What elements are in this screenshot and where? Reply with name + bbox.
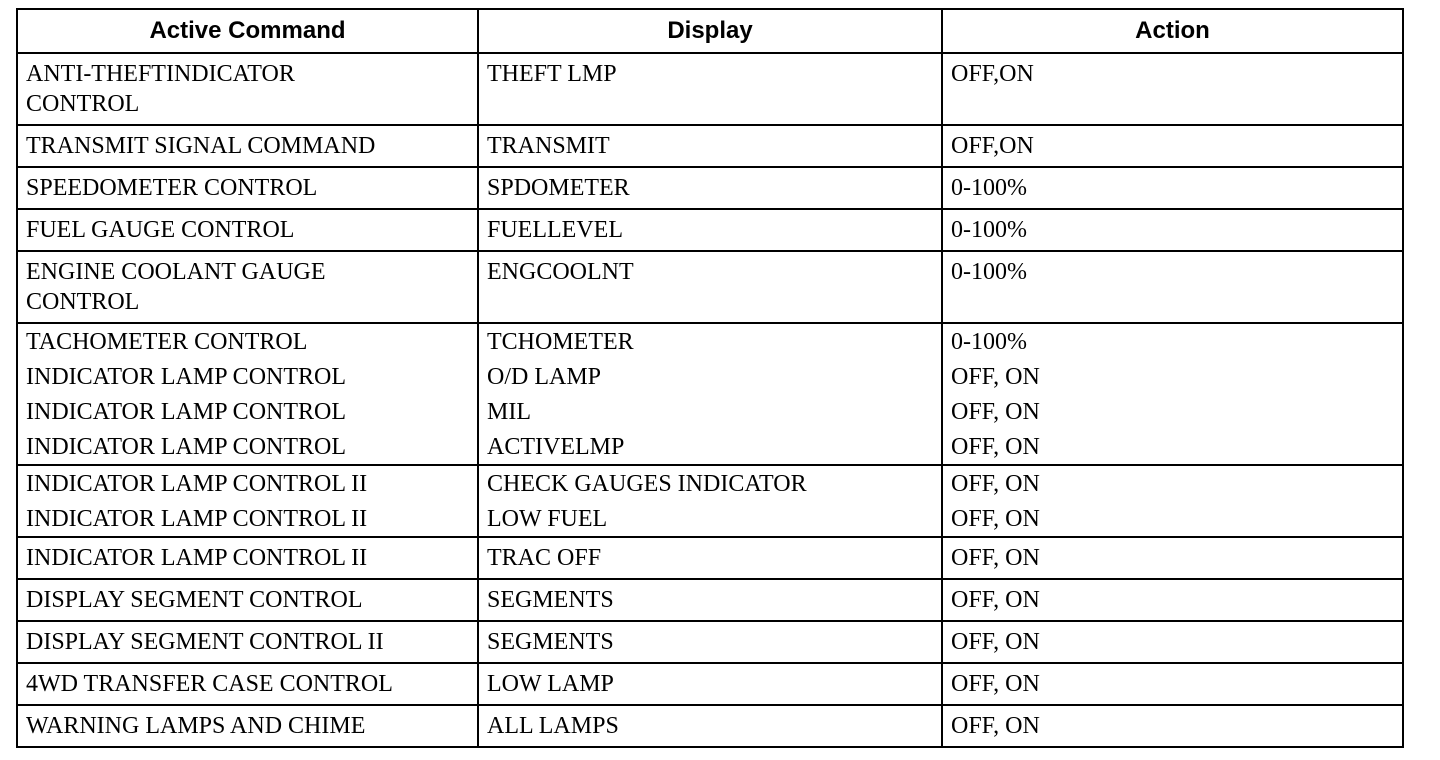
table-row (17, 125, 1403, 167)
cell-active-command (17, 251, 478, 323)
table-row (17, 323, 1403, 359)
cell-active-command-text: INDICATOR LAMP CONTROL (26, 434, 347, 460)
cell-action (942, 429, 1403, 465)
cell-display (478, 663, 942, 705)
header-row (17, 9, 1403, 53)
header-action: Action (942, 9, 1403, 53)
table-row (17, 501, 1403, 537)
cell-display (478, 465, 942, 501)
cell-action (942, 125, 1403, 167)
cell-display-text: SPDOMETER (487, 175, 630, 201)
cell-action (942, 394, 1403, 429)
table-row (17, 251, 1403, 323)
cell-active-command-text: TACHOMETER CONTROL (26, 329, 308, 355)
cell-display-text: SEGMENTS (487, 629, 614, 655)
cell-display-text: FUELLEVEL (487, 217, 623, 243)
cell-action-text: 0-100% (951, 259, 1027, 285)
cell-active-command (17, 209, 478, 251)
cell-active-command-text: WARNING LAMPS AND CHIME (26, 713, 366, 739)
cell-display-text: MIL (487, 399, 531, 425)
cell-action (942, 705, 1403, 747)
cell-display (478, 251, 942, 323)
cell-display (478, 125, 942, 167)
table-row (17, 429, 1403, 465)
cell-action-text: OFF, ON (951, 545, 1040, 571)
cell-display (478, 394, 942, 429)
cell-display-text: TRANSMIT (487, 133, 610, 159)
cell-action-text: OFF,ON (951, 61, 1034, 87)
cell-action (942, 359, 1403, 394)
cell-display (478, 621, 942, 663)
cell-active-command-text: FUEL GAUGE CONTROL (26, 217, 295, 243)
cell-display-text: O/D LAMP (487, 364, 602, 390)
cell-action-text: 0-100% (951, 175, 1027, 201)
table-row (17, 359, 1403, 394)
cell-active-command-text: INDICATOR LAMP CONTROL II (26, 545, 368, 571)
cell-active-command (17, 53, 478, 125)
table-row (17, 394, 1403, 429)
cell-action (942, 251, 1403, 323)
cell-active-command-text: INDICATOR LAMP CONTROL II (26, 471, 368, 497)
cell-action-text: OFF, ON (951, 364, 1040, 390)
cell-action (942, 465, 1403, 501)
table-row (17, 465, 1403, 501)
cell-active-command-text: INDICATOR LAMP CONTROL (26, 399, 347, 425)
cell-active-command (17, 465, 478, 501)
cell-action (942, 663, 1403, 705)
cell-active-command (17, 429, 478, 465)
cell-action (942, 53, 1403, 125)
table-row (17, 53, 1403, 125)
table-row (17, 663, 1403, 705)
cell-display (478, 501, 942, 537)
cell-action-text: OFF,ON (951, 133, 1034, 159)
table-row (17, 579, 1403, 621)
table-row (17, 167, 1403, 209)
cell-action-text: OFF, ON (951, 399, 1040, 425)
cell-display-text: ENGCOOLNT (487, 259, 634, 285)
cell-active-command-text: TRANSMIT SIGNAL COMMAND (26, 133, 376, 159)
cell-active-command-text: INDICATOR LAMP CONTROL II (26, 506, 368, 532)
cell-action (942, 579, 1403, 621)
header-display: Display (478, 9, 942, 53)
cell-action-text: OFF, ON (951, 434, 1040, 460)
cell-active-command (17, 663, 478, 705)
cell-display (478, 537, 942, 579)
cell-display-text: ALL LAMPS (487, 713, 619, 739)
cell-display (478, 53, 942, 125)
cell-display (478, 209, 942, 251)
cell-display (478, 705, 942, 747)
cell-action (942, 323, 1403, 359)
cell-action (942, 167, 1403, 209)
cell-active-command-text: DISPLAY SEGMENT CONTROL (26, 587, 363, 613)
cell-display-text: LOW LAMP (487, 671, 614, 697)
header-active-command: Active Command (17, 9, 478, 53)
table-row (17, 537, 1403, 579)
cell-active-command (17, 125, 478, 167)
cell-action-text: OFF, ON (951, 506, 1040, 532)
cell-action-text: OFF, ON (951, 671, 1040, 697)
cell-active-command-text: INDICATOR LAMP CONTROL (26, 364, 347, 390)
table-row (17, 705, 1403, 747)
cell-active-command (17, 323, 478, 359)
table-body (17, 53, 1403, 747)
cell-action (942, 621, 1403, 663)
cell-active-command-text: ENGINE COOLANT GAUGE CONTROL (26, 259, 326, 315)
cell-action-text: OFF, ON (951, 713, 1040, 739)
active-command-table (16, 8, 1404, 748)
cell-active-command-text: DISPLAY SEGMENT CONTROL II (26, 629, 384, 655)
cell-active-command (17, 705, 478, 747)
cell-action-text: 0-100% (951, 329, 1027, 355)
table-row (17, 209, 1403, 251)
cell-action-text: OFF, ON (951, 587, 1040, 613)
cell-display-text: ACTIVELMP (487, 434, 625, 460)
cell-display-text: CHECK GAUGES INDICATOR (487, 471, 807, 497)
cell-active-command (17, 394, 478, 429)
cell-display-text: TRAC OFF (487, 545, 602, 571)
cell-active-command-text: SPEEDOMETER CONTROL (26, 175, 318, 201)
cell-action-text: OFF, ON (951, 629, 1040, 655)
cell-active-command (17, 167, 478, 209)
cell-active-command (17, 359, 478, 394)
cell-display-text: LOW FUEL (487, 506, 608, 532)
cell-display (478, 323, 942, 359)
cell-display (478, 359, 942, 394)
cell-active-command (17, 621, 478, 663)
cell-active-command (17, 579, 478, 621)
cell-action (942, 537, 1403, 579)
cell-display-text: THEFT LMP (487, 61, 617, 87)
cell-action-text: OFF, ON (951, 471, 1040, 497)
cell-active-command-text: 4WD TRANSFER CASE CONTROL (26, 671, 393, 697)
cell-active-command-text: ANTI-THEFTINDICATOR CONTROL (26, 61, 295, 117)
cell-display (478, 167, 942, 209)
table-row (17, 621, 1403, 663)
cell-display (478, 429, 942, 465)
cell-action (942, 209, 1403, 251)
cell-active-command (17, 537, 478, 579)
cell-display-text: TCHOMETER (487, 329, 634, 355)
cell-action (942, 501, 1403, 537)
cell-display-text: SEGMENTS (487, 587, 614, 613)
cell-action-text: 0-100% (951, 217, 1027, 243)
cell-active-command (17, 501, 478, 537)
cell-display (478, 579, 942, 621)
